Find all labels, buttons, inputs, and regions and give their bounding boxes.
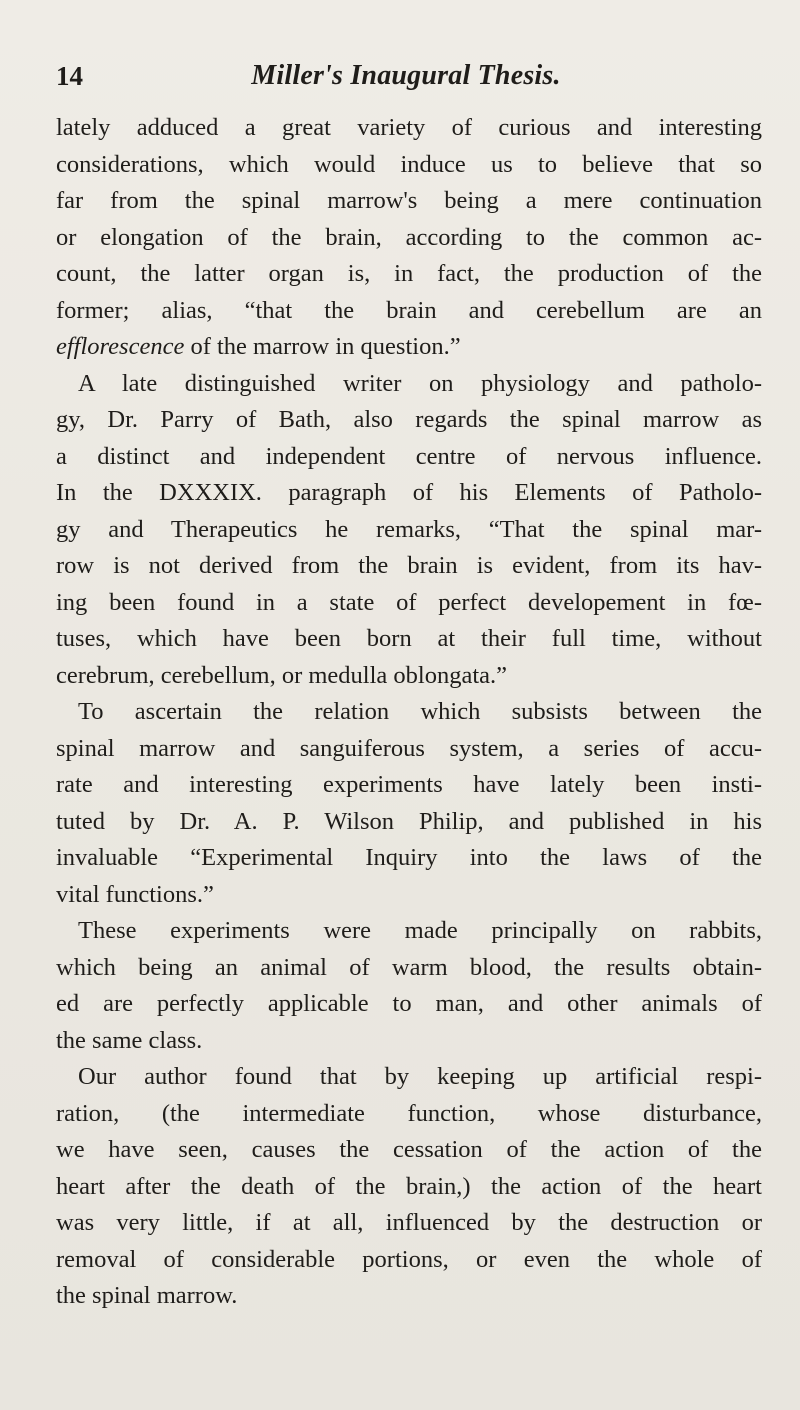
text-line: To ascertain the relation which subsists between the <box>78 698 762 725</box>
text-line: ration, (the intermediate function, whose disturbance, <box>56 1099 762 1127</box>
text-line: vital functions.” <box>56 880 214 908</box>
text-line: cerebrum, cerebellum, or medulla oblongata.” <box>56 661 508 689</box>
text-line: spinal marrow and sanguiferous system, a series of accu- <box>56 734 762 762</box>
body-text <box>56 110 762 1315</box>
text-line: tuted by Dr. A. P. Wilson Philip, and published in his <box>56 807 762 835</box>
text-line: far from the spinal marrow's being a mere continuation <box>56 187 762 214</box>
page-number: 14 <box>56 61 83 91</box>
text-line: Our author found that by keeping up artificial respi- <box>78 1063 762 1090</box>
page-header <box>56 56 756 96</box>
text-line: considerations, which would induce us to believe that so <box>56 150 762 178</box>
text-line: row is not derived from the brain is evident, from its hav- <box>56 552 762 579</box>
text-line: the spinal marrow. <box>56 1282 238 1309</box>
text-line: which being an animal of warm blood, the results obtain- <box>56 953 762 981</box>
text-line: count, the latter organ is, in fact, the production of the <box>56 260 762 287</box>
text-line: ing been found in a state of perfect developement in fœ- <box>56 588 762 616</box>
text-line: heart after the death of the brain,) the action of the heart <box>56 1172 762 1200</box>
italic-word: efflorescence <box>56 333 185 360</box>
text-line: In the DXXXIX. paragraph of his Elements of Patholo- <box>56 479 762 506</box>
text-line: lately adduced a great variety of curious and interesting <box>56 114 762 141</box>
text-line: efflorescence of the marrow in question.” <box>56 333 461 360</box>
text-line: tuses, which have been born at their full time, without <box>56 625 762 652</box>
running-title: Miller's Inaugural Thesis. <box>251 60 561 91</box>
text-line: or elongation of the brain, according to the common ac- <box>56 223 762 251</box>
text-line: we have seen, causes the cessation of the action of the <box>56 1136 762 1163</box>
text-line: was very little, if at all, influenced by the destruction or <box>56 1209 762 1236</box>
text-line: gy and Therapeutics he remarks, “That the spinal mar- <box>56 515 762 543</box>
text-line: a distinct and independent centre of nervous influence. <box>56 442 762 470</box>
text-line: ed are perfectly applicable to man, and other animals of <box>56 990 762 1017</box>
text-line: A late distinguished writer on physiology and patholo- <box>78 369 762 397</box>
text-line: the same class. <box>56 1026 203 1054</box>
text-line: invaluable “Experimental Inquiry into the laws of the <box>56 844 762 871</box>
text-line: These experiments were made principally on rabbits, <box>78 917 762 944</box>
text-line: rate and interesting experiments have lately been insti- <box>56 771 762 798</box>
text-line: removal of considerable portions, or even the whole of <box>56 1245 762 1273</box>
text-line: former; alias, “that the brain and cerebellum are an <box>56 296 762 324</box>
text-line: gy, Dr. Parry of Bath, also regards the spinal marrow as <box>56 406 762 433</box>
